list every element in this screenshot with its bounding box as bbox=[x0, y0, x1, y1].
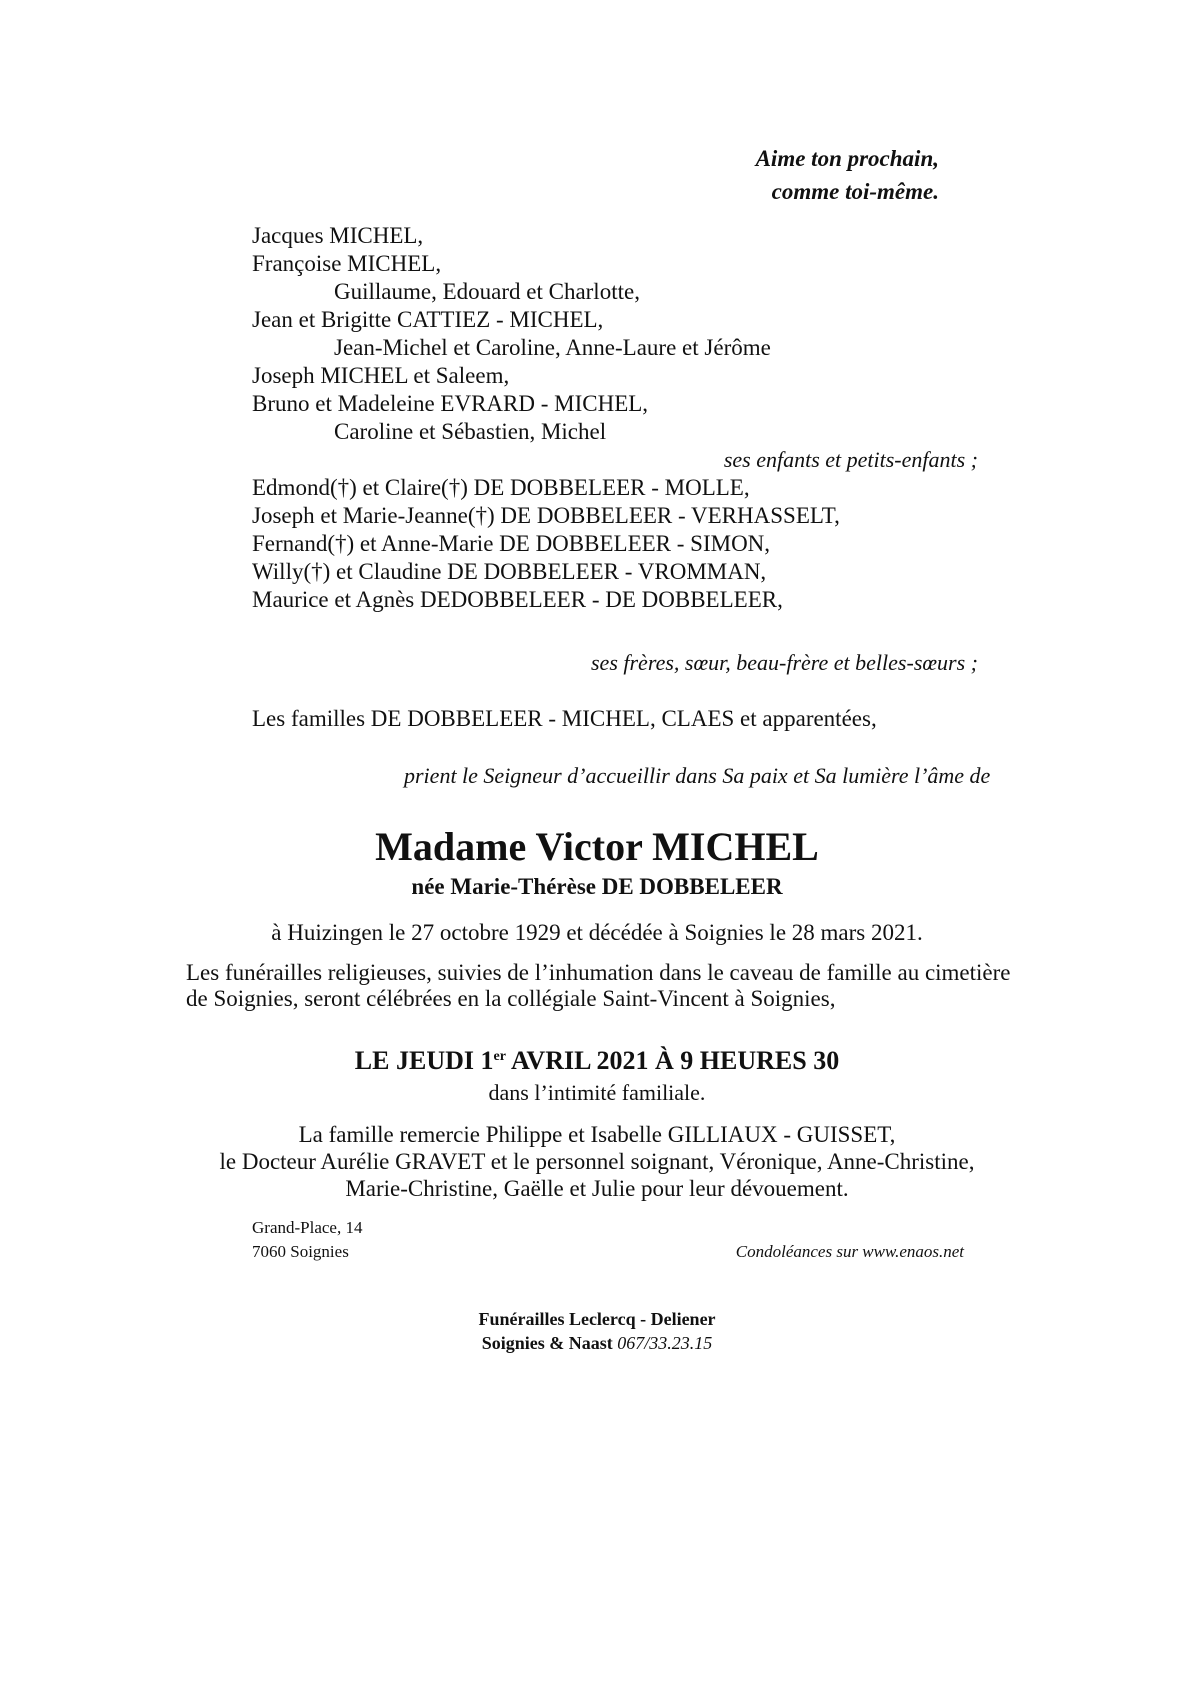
motto-line-2: comme toi-même. bbox=[771, 179, 939, 204]
family-line: Jacques MICHEL, bbox=[252, 223, 424, 248]
grandchildren-line: Caroline et Sébastien, Michel bbox=[334, 419, 607, 444]
thanks-line-1: La famille remercie Philippe et Isabelle GILLIAUX - GUISSET, bbox=[298, 1122, 896, 1147]
sibling-line: Fernand(†) et Anne-Marie DE DOBBELEER - SIMON, bbox=[252, 531, 771, 556]
ordinal-suffix: er bbox=[493, 1049, 506, 1064]
family-line: Jean et Brigitte CATTIEZ - MICHEL, bbox=[252, 307, 604, 332]
family-line: Bruno et Madeleine EVRARD - MICHEL, bbox=[252, 391, 649, 416]
motto-line-1: Aime ton prochain, bbox=[755, 146, 939, 171]
children-relation: ses enfants et petits-enfants ; bbox=[723, 447, 978, 472]
sibling-line: Edmond(†) et Claire(†) DE DOBBELEER - MOLLE, bbox=[252, 475, 750, 500]
birth-death-dates: à Huizingen le 27 octobre 1929 et décédée à Soignies le 28 mars 2021. bbox=[271, 920, 923, 945]
address-line-2: 7060 Soignies bbox=[252, 1242, 349, 1261]
address-line-1: Grand-Place, 14 bbox=[252, 1218, 363, 1237]
funeral-home-phone: 067/33.23.15 bbox=[617, 1333, 713, 1353]
thanks-line-3: Marie-Christine, Gaëlle et Julie pour leur dévouement. bbox=[345, 1176, 849, 1201]
siblings-relation: ses frères, sœur, beau-frère et belles-sœurs ; bbox=[591, 650, 978, 675]
family-line: Joseph MICHEL et Saleem, bbox=[252, 363, 510, 388]
funeral-home-place: Soignies & Naast bbox=[481, 1333, 613, 1353]
funeral-text-line-2: de Soignies, seront célébrées en la collégiale Saint-Vincent à Soignies, bbox=[186, 986, 836, 1011]
thanks-line-2: le Docteur Aurélie GRAVET et le personnel soignant, Véronique, Anne-Christine, bbox=[219, 1149, 975, 1174]
ceremony-date bbox=[0, 1046, 1194, 1076]
grandchildren-line: Guillaume, Edouard et Charlotte, bbox=[334, 279, 640, 304]
sibling-line: Maurice et Agnès DEDOBBELEER - DE DOBBELEER, bbox=[252, 587, 783, 612]
ceremony-date-part: LE JEUDI 1 bbox=[354, 1046, 494, 1075]
grandchildren-line: Jean-Michel et Caroline, Anne-Laure et Jérôme bbox=[334, 335, 771, 360]
sibling-line: Willy(†) et Claudine DE DOBBELEER - VROMMAN, bbox=[252, 559, 767, 584]
funeral-home-contact bbox=[0, 1333, 1194, 1354]
funeral-home-name: Funérailles Leclercq - Deliener bbox=[478, 1309, 716, 1329]
prayer-line: prient le Seigneur d’accueillir dans Sa paix et Sa lumière l’âme de bbox=[404, 763, 991, 788]
deceased-name: Madame Victor MICHEL bbox=[375, 824, 819, 869]
intimacy-note: dans l’intimité familiale. bbox=[488, 1080, 706, 1105]
family-line: Françoise MICHEL, bbox=[252, 251, 442, 276]
maiden-name: née Marie-Thérèse DE DOBBELEER bbox=[411, 874, 783, 899]
families-line: Les familles DE DOBBELEER - MICHEL, CLAES et apparentées, bbox=[252, 706, 877, 731]
sibling-line: Joseph et Marie-Jeanne(†) DE DOBBELEER - VERHASSELT, bbox=[252, 503, 840, 528]
condolences-link: Condoléances sur www.enaos.net bbox=[735, 1242, 964, 1261]
funeral-text-line-1: Les funérailles religieuses, suivies de l’inhumation dans le caveau de famille au cimetière bbox=[186, 960, 1011, 985]
ceremony-date-part: AVRIL 2021 À 9 HEURES 30 bbox=[505, 1046, 840, 1075]
